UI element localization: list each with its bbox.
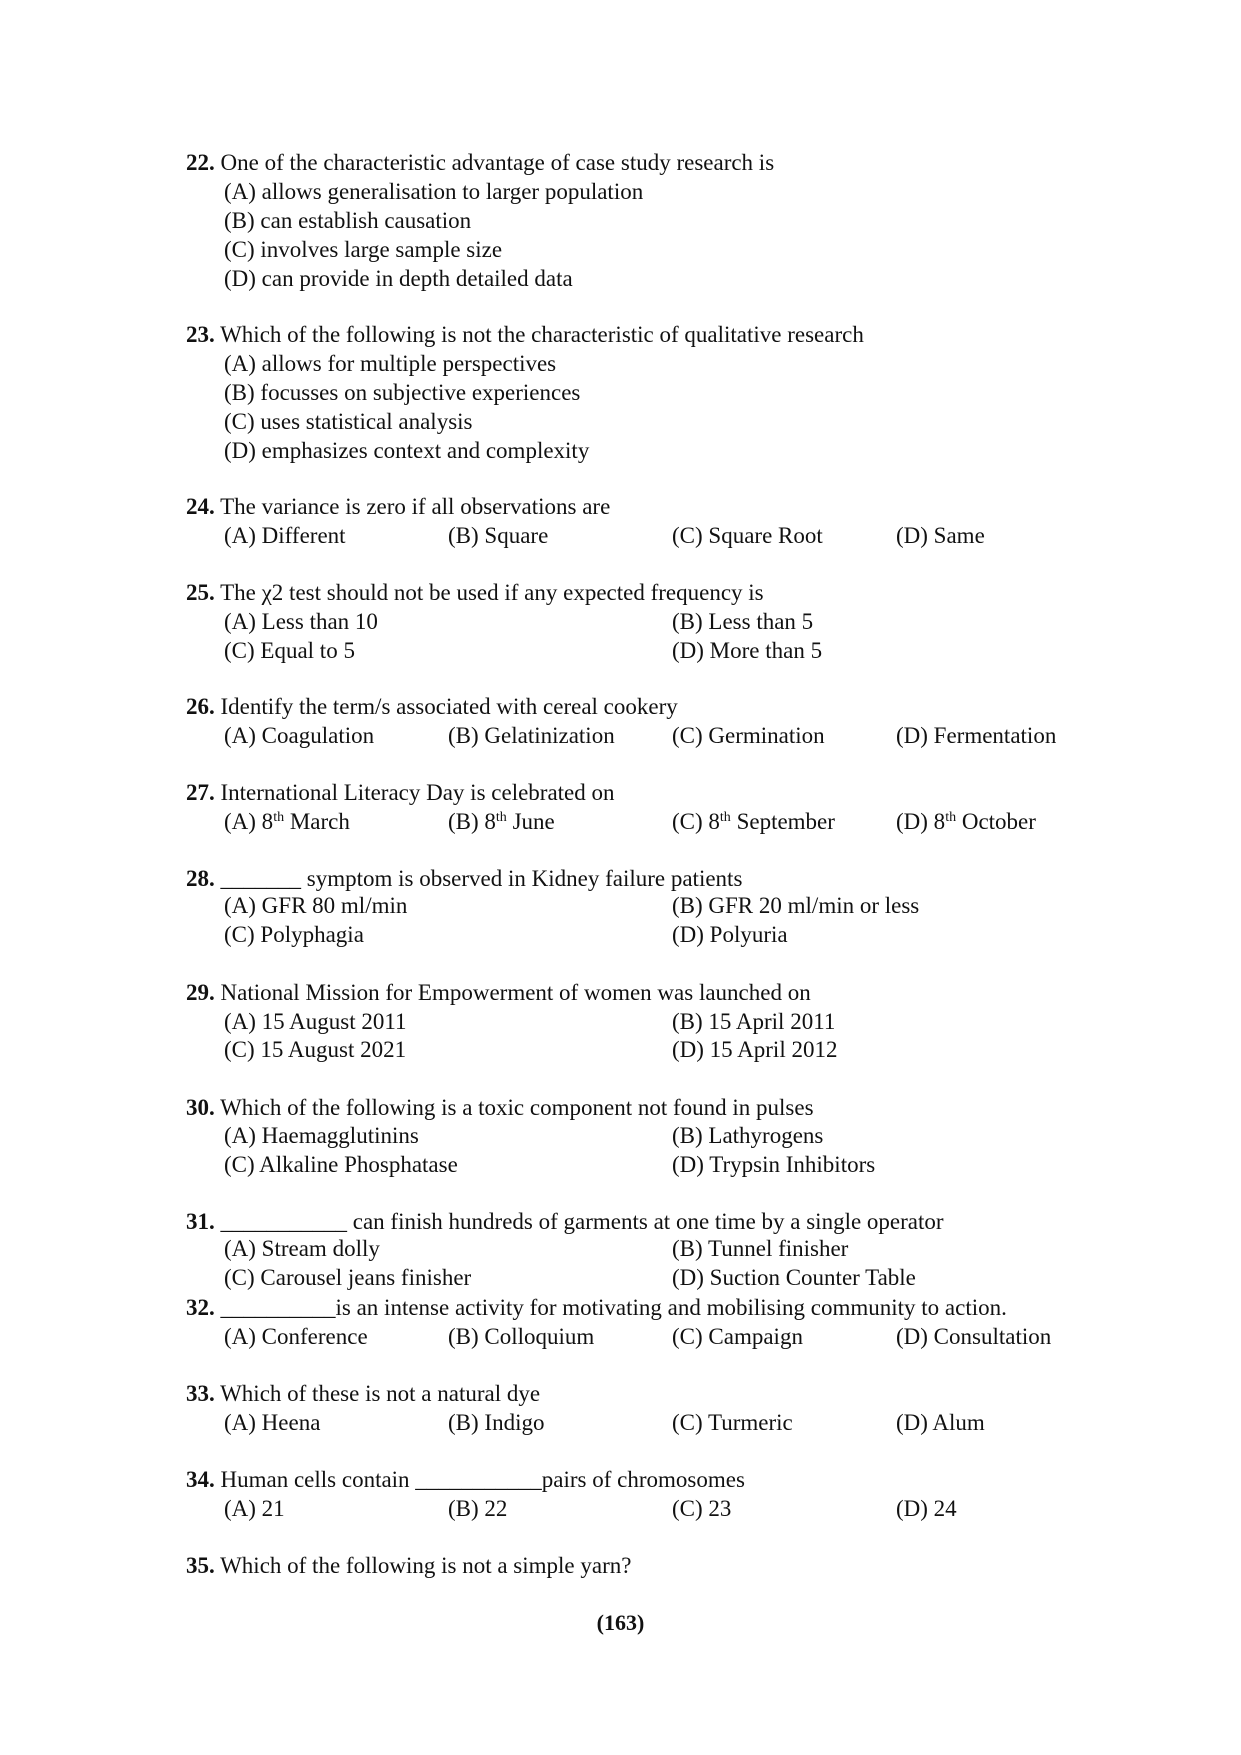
question-number: 35. xyxy=(186,1553,215,1578)
option-d: (D) Alum xyxy=(896,1410,985,1435)
option-a: (A) Heena xyxy=(224,1410,321,1435)
question-number: 26. xyxy=(186,694,215,719)
question-text: Which of the following is not a simple yarn? xyxy=(220,1553,632,1578)
option-d: (D) Same xyxy=(896,523,985,548)
option-a: (A) Less than 10 xyxy=(224,609,378,634)
question-stem xyxy=(186,1293,1007,1322)
question-stem xyxy=(186,978,811,1007)
option-c: (C) Polyphagia xyxy=(224,922,364,947)
option-a: (A) Conference xyxy=(224,1324,368,1349)
option-d: (D) 8th October xyxy=(896,809,1036,834)
option-a: (A) Coagulation xyxy=(224,723,375,748)
option-a: (A) Haemagglutinins xyxy=(224,1123,419,1148)
option-d: (D) Fermentation xyxy=(896,723,1057,748)
question-number: 31. xyxy=(186,1209,215,1234)
question-text: Which of the following is a toxic component not found in pulses xyxy=(220,1095,814,1120)
question-number: 29. xyxy=(186,980,215,1005)
option-c: (C) 8th September xyxy=(672,809,835,834)
option-d: (D) Polyuria xyxy=(672,922,788,947)
option-b: (B) Gelatinization xyxy=(448,723,615,748)
question-stem xyxy=(186,578,764,607)
question-text: The χ2 test should not be used if any expected frequency is xyxy=(220,580,764,605)
option-b: (B) 22 xyxy=(448,1496,508,1521)
option-a: (A) GFR 80 ml/min xyxy=(224,893,408,918)
option-c: (C) Carousel jeans finisher xyxy=(224,1265,472,1290)
question-stem xyxy=(186,778,615,807)
question-number: 27. xyxy=(186,780,215,805)
question-stem xyxy=(186,1207,944,1236)
question-number: 22. xyxy=(186,150,215,175)
option-a: (A) 8th March xyxy=(224,809,350,834)
option-a: (A) Different xyxy=(224,523,346,548)
question-number: 33. xyxy=(186,1381,215,1406)
option-d: (D) 15 April 2012 xyxy=(672,1037,838,1062)
option-c: (C) Campaign xyxy=(672,1324,803,1349)
question-number: 23. xyxy=(186,322,215,347)
question-text: ___________ can finish hundreds of garments at one time by a single operator xyxy=(220,1209,944,1234)
option-c: (C) Turmeric xyxy=(672,1410,793,1435)
question-text: The variance is zero if all observations are xyxy=(220,494,611,519)
option-a: (A) 21 xyxy=(224,1496,285,1521)
option-d: (D) More than 5 xyxy=(672,638,823,663)
option-b: (B) focusses on subjective experiences xyxy=(224,380,581,405)
option-d: (D) emphasizes context and complexity xyxy=(224,438,590,463)
option-a: (A) allows generalisation to larger population xyxy=(224,179,644,204)
option-c: (C) Square Root xyxy=(672,523,823,548)
option-c: (C) Alkaline Phosphatase xyxy=(224,1152,458,1177)
option-b: (B) Square xyxy=(448,523,549,548)
option-d: (D) Consultation xyxy=(896,1324,1052,1349)
option-d: (D) Trypsin Inhibitors xyxy=(672,1152,876,1177)
option-d: (D) can provide in depth detailed data xyxy=(224,266,573,291)
question-number: 24. xyxy=(186,494,215,519)
question-text: __________is an intense activity for motivating and mobilising community to action. xyxy=(220,1295,1007,1320)
option-b: (B) Colloquium xyxy=(448,1324,595,1349)
option-d: (D) 24 xyxy=(896,1496,957,1521)
option-c: (C) Germination xyxy=(672,723,825,748)
option-d: (D) Suction Counter Table xyxy=(672,1265,916,1290)
option-b: (B) Lathyrogens xyxy=(672,1123,824,1148)
question-stem xyxy=(186,148,774,177)
question-text: International Literacy Day is celebrated on xyxy=(220,780,615,805)
question-text: National Mission for Empowerment of women was launched on xyxy=(220,980,811,1005)
option-c: (C) uses statistical analysis xyxy=(224,409,473,434)
question-text: One of the characteristic advantage of case study research is xyxy=(220,150,775,175)
question-stem xyxy=(186,1093,814,1122)
option-b: (B) 8th June xyxy=(448,809,555,834)
question-stem xyxy=(186,864,742,893)
option-b: (B) Less than 5 xyxy=(672,609,814,634)
question-stem xyxy=(186,1465,745,1494)
option-b: (B) can establish causation xyxy=(224,208,472,233)
option-b: (B) Tunnel finisher xyxy=(672,1236,849,1261)
option-c: (C) involves large sample size xyxy=(224,237,503,262)
page-number: (163) xyxy=(596,1610,645,1635)
question-number: 25. xyxy=(186,580,215,605)
option-b: (B) 15 April 2011 xyxy=(672,1009,836,1034)
option-b: (B) GFR 20 ml/min or less xyxy=(672,893,920,918)
question-number: 34. xyxy=(186,1467,215,1492)
question-stem xyxy=(186,1551,631,1580)
question-text: Human cells contain ___________pairs of chromosomes xyxy=(220,1467,745,1492)
question-text: Identify the term/s associated with cereal cookery xyxy=(220,694,678,719)
question-stem xyxy=(186,1379,540,1408)
question-stem xyxy=(186,320,864,349)
option-c: (C) Equal to 5 xyxy=(224,638,355,663)
question-text: _______ symptom is observed in Kidney failure patients xyxy=(220,866,743,891)
question-stem xyxy=(186,492,610,521)
question-number: 28. xyxy=(186,866,215,891)
question-number: 30. xyxy=(186,1095,215,1120)
option-b: (B) Indigo xyxy=(448,1410,545,1435)
question-number: 32. xyxy=(186,1295,215,1320)
option-a: (A) Stream dolly xyxy=(224,1236,380,1261)
option-c: (C) 15 August 2021 xyxy=(224,1037,407,1062)
question-stem xyxy=(186,692,678,721)
option-c: (C) 23 xyxy=(672,1496,732,1521)
option-a: (A) allows for multiple perspectives xyxy=(224,351,557,376)
question-text: Which of the following is not the characteristic of qualitative research xyxy=(220,322,864,347)
question-text: Which of these is not a natural dye xyxy=(220,1381,541,1406)
option-a: (A) 15 August 2011 xyxy=(224,1009,407,1034)
